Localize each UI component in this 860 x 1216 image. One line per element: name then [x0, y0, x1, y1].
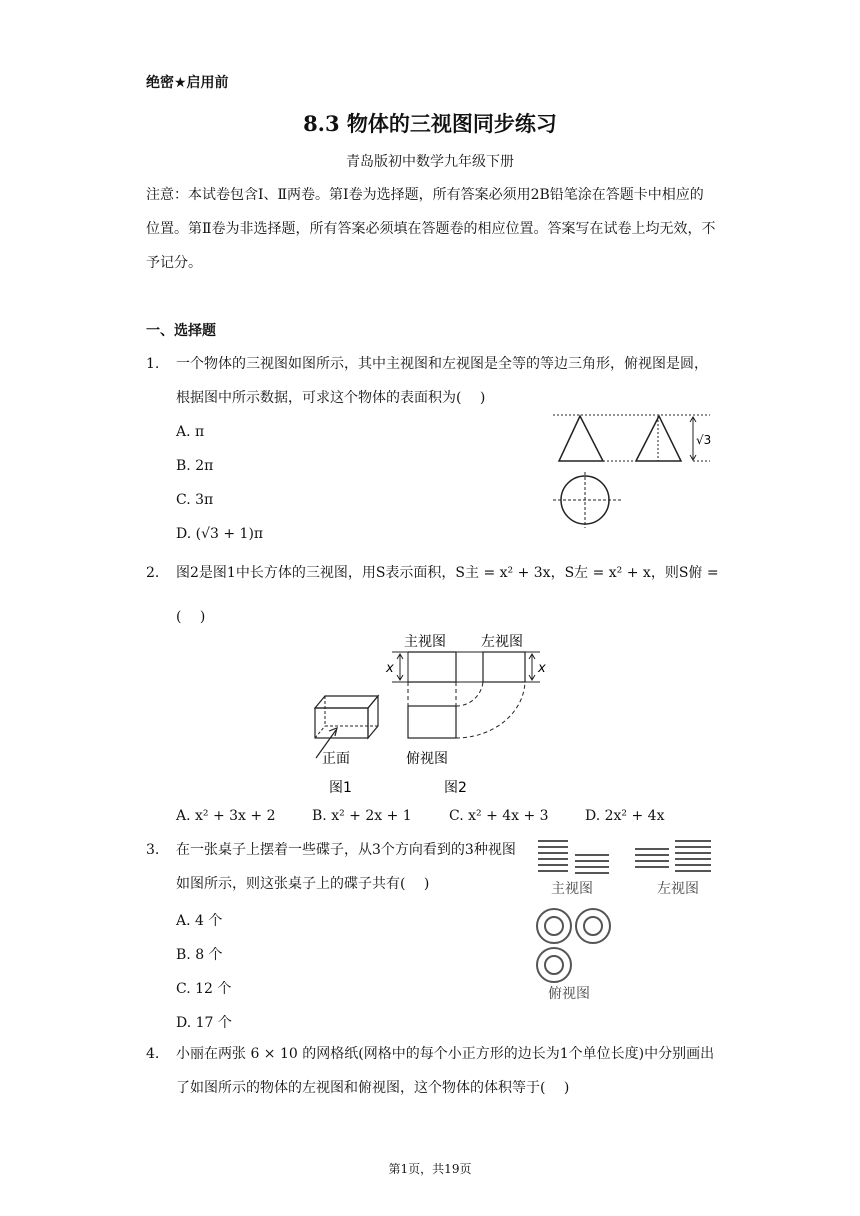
page-subtitle: 青岛版初中数学九年级下册: [346, 154, 514, 170]
q2-fig2-label: 图2: [444, 780, 467, 796]
q3-front-view-plates: [538, 841, 711, 873]
q1-option-a: A. π: [176, 424, 205, 440]
q1-number: 1.: [146, 356, 160, 372]
confidential-label: 绝密★启用前: [146, 75, 229, 91]
page-title: 8.3 物体的三视图同步练习: [303, 111, 557, 136]
q3-front-view-label: 主视图: [551, 881, 593, 897]
page-footer: 第1页，共19页: [388, 1162, 472, 1176]
q3-option-b: B. 8 个: [176, 947, 223, 963]
q1-option-d: D. (√3 + 1)π: [176, 526, 264, 542]
q2-number: 2.: [146, 565, 160, 581]
q3-left-view-label: 左视图: [657, 881, 699, 897]
q2-front-view-label: 主视图: [404, 634, 446, 650]
q4-number: 4.: [146, 1046, 160, 1062]
q2-left-view-label: 左视图: [481, 634, 523, 650]
q2-figure: [300, 628, 560, 800]
q2-var-left: x: [386, 661, 394, 676]
q3-figure: [525, 835, 720, 1005]
q1-option-b: B. 2π: [176, 458, 214, 474]
q2-var-right: x: [538, 661, 546, 676]
q2-top-view-label: 俯视图: [406, 751, 448, 767]
q2-text-cont: ( ): [176, 609, 206, 625]
q2-top-view-rect: [408, 706, 456, 738]
q2-front-face-label: 正面: [322, 751, 350, 767]
q1-figure: [545, 408, 720, 538]
q2-option-d: D. 2x² + 4x: [585, 808, 665, 824]
notice-text: 注意：本试卷包含Ⅰ、Ⅱ两卷。第Ⅰ卷为选择题，所有答案必须用2B铅笔涂在答题卡中相应的位置。第Ⅱ卷为非选择题，所有答案必须填在答题卷的相应位置。答案写在试卷上均无效，不予记分。: [146, 187, 716, 271]
q3-text: 在一张桌子上摆着一些碟子，从3个方向看到的3种视图如图所示，则这张桌子上的碟子共有( ): [176, 842, 516, 892]
left-view-triangle: [636, 416, 681, 461]
q4-text: 小丽在两张 6 × 10 的网格纸(网格中的每个小正方形的边长为1个单位长度)中分别画出了如图所示的物体的左视图和俯视图，这个物体的体积等于( ): [176, 1046, 715, 1096]
section-title: 一、选择题: [146, 323, 216, 339]
q2-text: 图2是图1中长方体的三视图，用S表示面积，S主 = x² + 3x，S左 = x² + x，则S俯 =: [176, 565, 719, 581]
q2-option-c: C. x² + 4x + 3: [449, 808, 549, 824]
q3-top-view-label: 俯视图: [548, 986, 590, 1002]
q1-option-c: C. 3π: [176, 492, 214, 508]
q3-top-view-plates: [537, 909, 610, 982]
q3-option-a: A. 4 个: [176, 913, 223, 929]
q1-figure-label: √3: [696, 433, 712, 447]
q3-number: 3.: [146, 842, 160, 858]
q2-fig1-label: 图1: [329, 780, 352, 796]
q3-option-d: D. 17 个: [176, 1015, 232, 1031]
front-view-triangle: [559, 416, 603, 461]
q2-option-b: B. x² + 2x + 1: [312, 808, 412, 824]
q1-text: 一个物体的三视图如图所示，其中主视图和左视图是全等的等边三角形，俯视图是圆，根据图中所示数据，可求这个物体的表面积为( ): [176, 356, 708, 406]
q2-option-a: A. x² + 3x + 2: [176, 808, 276, 824]
q3-option-c: C. 12 个: [176, 981, 232, 997]
